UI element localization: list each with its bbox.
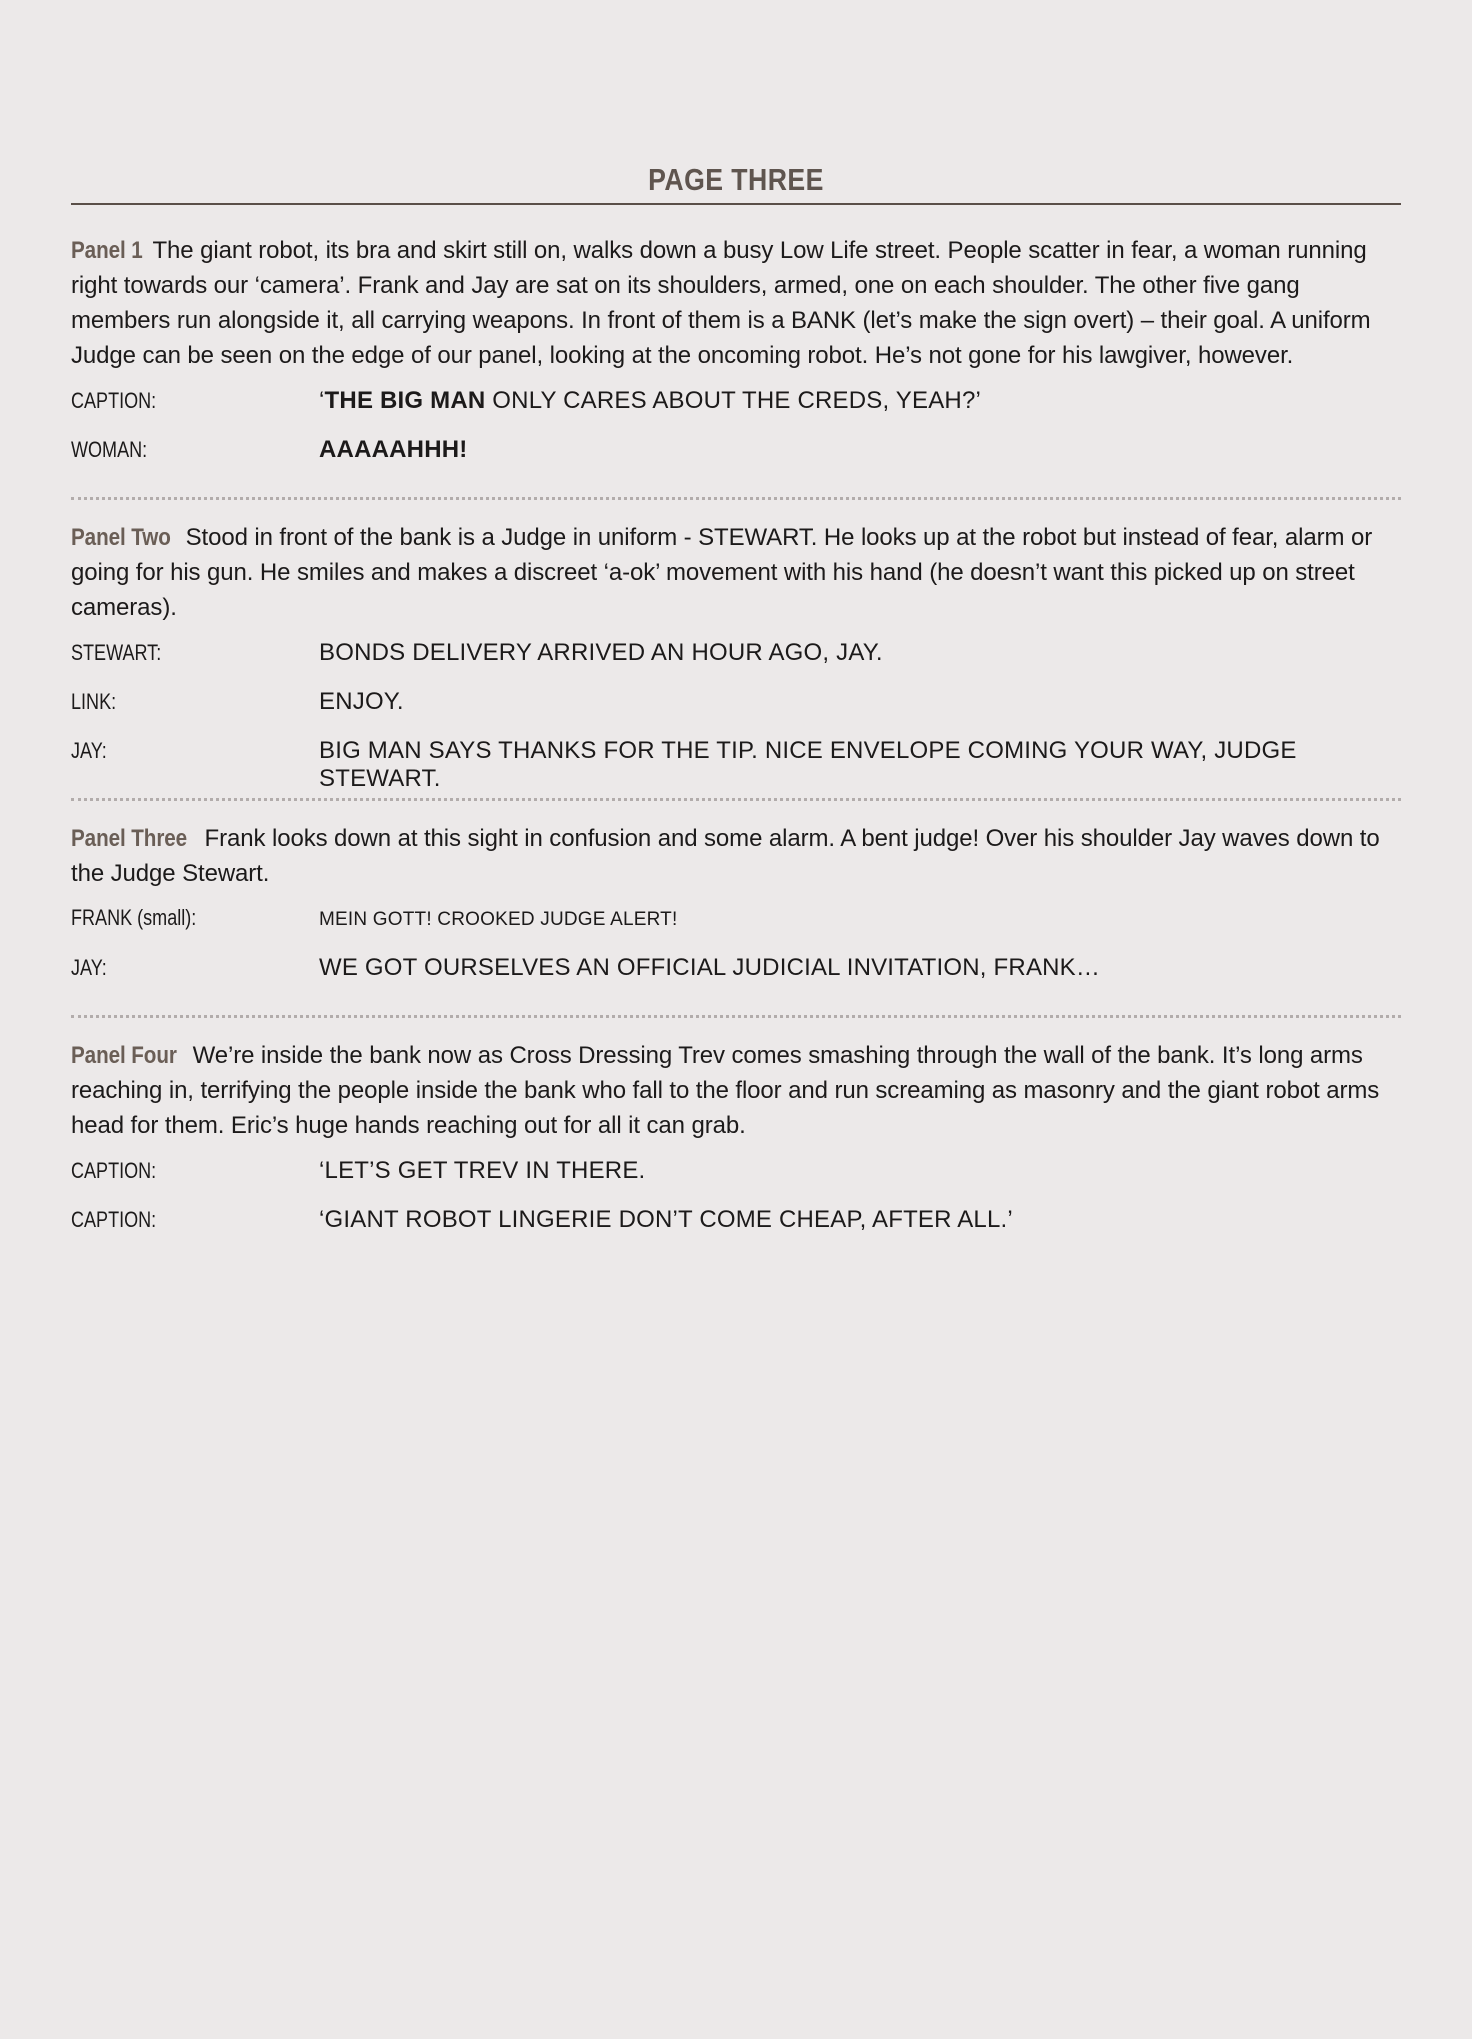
script-page	[71, 160, 1401, 1255]
dialogue-text	[319, 387, 981, 415]
dialogue-line	[71, 954, 1401, 1003]
dialogue-text: WE GOT OURSELVES AN OFFICIAL JUDICIAL INVITATION, FRANK…	[319, 954, 1101, 981]
dialogue-text	[319, 436, 467, 464]
dialogue-text: ‘LET’S GET TREV IN THERE.	[319, 1157, 646, 1184]
panel-label: Panel Four	[71, 1042, 177, 1069]
dialogue-line	[71, 1206, 1401, 1255]
speaker: JAY:	[71, 955, 107, 980]
dialogue-line	[71, 737, 1401, 792]
open-quote: ‘	[319, 387, 325, 414]
dialogue-line	[71, 639, 1401, 688]
speaker: CAPTION:	[71, 1207, 157, 1232]
dialogue-rest: ONLY CARES ABOUT THE CREDS, YEAH?’	[485, 387, 982, 414]
dialogue-text: ENJOY.	[319, 688, 404, 715]
speaker: WOMAN:	[71, 437, 148, 462]
panel-description	[71, 1038, 1401, 1143]
panel-label: Panel Three	[71, 825, 188, 852]
page-title: PAGE THREE	[648, 162, 824, 197]
dialogue-text: BONDS DELIVERY ARRIVED AN HOUR AGO, JAY.	[319, 639, 883, 666]
bold-text: AAAAAHHH!	[319, 436, 468, 463]
dialogue-line	[71, 1157, 1401, 1206]
speaker: FRANK (small):	[71, 905, 197, 930]
panel-description	[71, 233, 1401, 373]
dialogue-line	[71, 905, 1401, 954]
panel-3	[71, 801, 1401, 1018]
speaker: LINK:	[71, 689, 117, 714]
bold-text: THE BIG MAN	[324, 387, 486, 414]
panel-text: Frank looks down at this sight in confusion and some alarm. A bent judge! Over his shoulder Jay waves down to the Judge Stewart.	[71, 825, 1380, 887]
panel-label: Panel 1	[71, 237, 143, 264]
panel-label: Panel Two	[71, 524, 171, 551]
dialogue-line	[71, 387, 1401, 436]
speaker: JAY:	[71, 738, 107, 763]
dialogue-text: ‘GIANT ROBOT LINGERIE DON’T COME CHEAP, AFTER ALL.’	[319, 1206, 1013, 1233]
panel-description	[71, 821, 1401, 891]
panel-1	[71, 205, 1401, 500]
dialogue-line	[71, 688, 1401, 737]
speaker: CAPTION:	[71, 388, 157, 413]
panel-description	[71, 520, 1401, 625]
panel-text: The giant robot, its bra and skirt still on, walks down a busy Low Life street. People scatter in fear, a woman running right towards our ‘camera’. Frank and Jay are sat on its shoulders, armed, one on each shoulder. The other five gang members run alongside it, all carrying weapons. In front of them is a BANK (let’s make the sign overt) – their goal. A uniform Judge can be seen on the edge of our panel, looking at the oncoming robot. He’s not gone for his lawgiver, however.	[71, 237, 1371, 369]
panel-4	[71, 1018, 1401, 1255]
panel-2	[71, 500, 1401, 801]
panel-text: Stood in front of the bank is a Judge in uniform - STEWART. He looks up at the robot but instead of fear, alarm or going for his gun. He smiles and makes a discreet ‘a-ok’ movement with his hand (he doesn’t want this picked up on street cameras).	[71, 524, 1373, 621]
panel-text: We’re inside the bank now as Cross Dressing Trev comes smashing through the wall of the bank. It’s long arms reaching in, terrifying the people inside the bank who fall to the floor and run screaming as masonry and the giant robot arms head for them. Eric’s huge hands reaching out for all it can grab.	[71, 1042, 1380, 1139]
speaker: STEWART:	[71, 640, 162, 665]
dialogue-text: MEIN GOTT! CROOKED JUDGE ALERT!	[319, 909, 678, 930]
dialogue-text: BIG MAN SAYS THANKS FOR THE TIP. NICE ENVELOPE COMING YOUR WAY, JUDGE STEWART.	[319, 737, 1297, 792]
dialogue-line	[71, 436, 1401, 485]
speaker: CAPTION:	[71, 1158, 157, 1183]
